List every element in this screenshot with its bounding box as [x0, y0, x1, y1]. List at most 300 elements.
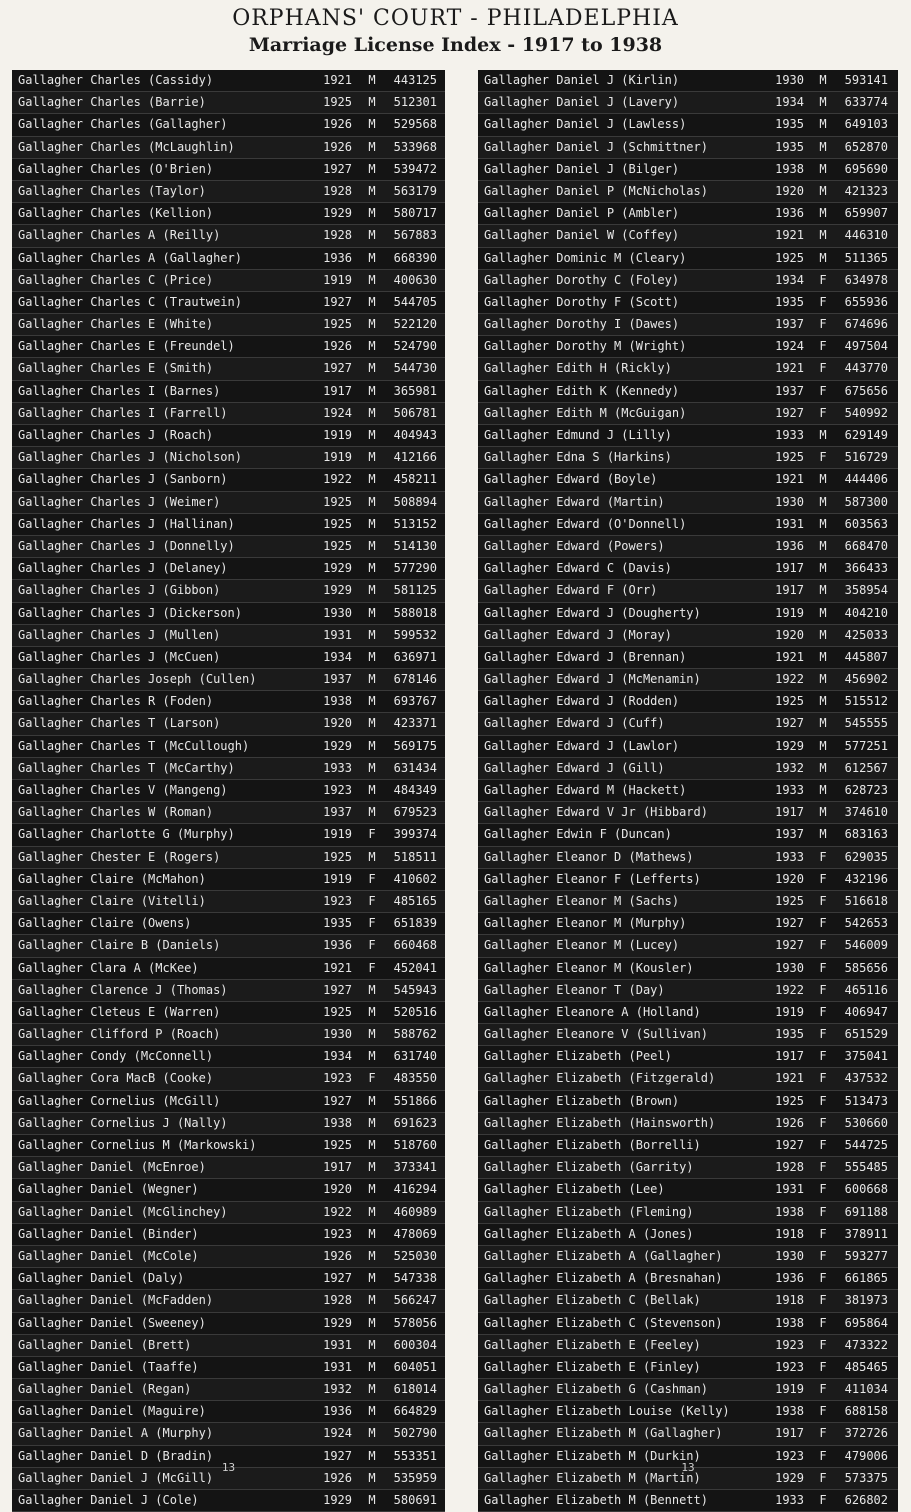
entry-name: Gallagher Edward J (Lawlor): [484, 738, 680, 753]
index-entry-row: [478, 1268, 898, 1290]
entry-license-number: 512301: [393, 95, 437, 110]
entry-name: Gallagher Charles T (Larson): [18, 716, 221, 731]
entry-year: 1917: [775, 805, 804, 820]
index-entry-row: [12, 70, 445, 92]
entry-year: 1921: [775, 472, 804, 487]
entry-name: Gallagher Charles I (Barnes): [18, 383, 221, 398]
entry-year: 1921: [775, 1071, 804, 1086]
entry-year: 1935: [775, 1027, 804, 1042]
entry-sex: M: [368, 1359, 376, 1374]
entry-license-number: 546009: [844, 938, 888, 953]
entry-sex: F: [819, 339, 827, 354]
entry-sex: M: [368, 1448, 376, 1463]
index-entry-row: [12, 469, 445, 491]
entry-license-number: 651839: [393, 916, 437, 931]
entry-license-number: 659907: [844, 206, 888, 221]
entry-year: 1920: [775, 627, 804, 642]
entry-sex: F: [368, 938, 376, 953]
entry-sex: M: [368, 1138, 376, 1152]
entry-sex: M: [819, 760, 827, 775]
entry-year: 1919: [323, 272, 352, 287]
right-rows: [478, 70, 898, 1512]
index-entry-row: [478, 403, 898, 425]
index-entry-row: [478, 492, 898, 514]
entry-sex: F: [819, 1226, 827, 1241]
entry-sex: M: [368, 1027, 376, 1042]
entry-license-number: 533968: [393, 139, 437, 154]
entry-name: Gallagher Edward J (Rodden): [484, 694, 680, 709]
entry-license-number: 563179: [393, 183, 437, 198]
index-entry-row: [12, 802, 445, 824]
entry-year: 1938: [323, 1115, 352, 1130]
entry-year: 1925: [323, 317, 352, 332]
index-entry-row: [12, 292, 445, 314]
entry-sex: M: [819, 672, 827, 687]
index-entry-row: [478, 1335, 898, 1357]
entry-sex: M: [368, 361, 376, 376]
index-entry-row: [12, 647, 445, 669]
entry-sex: F: [819, 1115, 827, 1130]
index-entry-row: [478, 580, 898, 602]
index-entry-row: [12, 625, 445, 647]
entry-name: Gallagher Elizabeth (Peel): [484, 1049, 672, 1064]
entry-year: 1927: [323, 1448, 352, 1463]
entry-license-number: 553351: [393, 1448, 437, 1463]
index-entry-row: [12, 514, 445, 536]
entry-name: Gallagher Daniel P (Ambler): [484, 206, 680, 221]
entry-license-number: 485465: [844, 1359, 888, 1374]
index-entry-row: [478, 1246, 898, 1268]
entry-name: Gallagher Charles J (McCuen): [18, 649, 221, 664]
entry-name: Gallagher Daniel (Daly): [18, 1271, 185, 1286]
entry-year: 1936: [775, 206, 804, 221]
entry-name: Gallagher Daniel J (Kirlin): [484, 73, 680, 87]
entry-license-number: 372726: [844, 1426, 888, 1441]
entry-name: Gallagher Edward (Powers): [484, 538, 665, 553]
entry-name: Gallagher Daniel (Binder): [18, 1226, 199, 1241]
index-entry-row: [12, 314, 445, 336]
entry-year: 1917: [775, 1426, 804, 1441]
entry-sex: F: [368, 827, 376, 842]
entry-license-number: 478069: [393, 1226, 437, 1241]
page-title: ORPHANS' COURT - PHILADELPHIA: [232, 6, 679, 31]
entry-name: Gallagher Eleanore A (Holland): [484, 1004, 701, 1019]
entry-sex: F: [819, 982, 827, 997]
index-entry-row: [12, 1268, 445, 1290]
entry-year: 1927: [775, 1138, 804, 1152]
index-entry-row: [12, 580, 445, 602]
entry-sex: M: [819, 538, 827, 553]
entry-name: Gallagher Edward (O'Donnell): [484, 516, 687, 531]
entry-sex: M: [368, 428, 376, 442]
index-entry-row: [12, 137, 445, 159]
entry-sex: F: [819, 1093, 827, 1108]
entry-license-number: 668390: [393, 250, 437, 265]
entry-sex: F: [819, 1049, 827, 1064]
index-entry-row: [478, 1091, 898, 1113]
entry-sex: M: [819, 183, 827, 198]
entry-license-number: 404943: [393, 428, 437, 442]
entry-name: Gallagher Eleanor M (Lucey): [484, 938, 680, 953]
entry-name: Gallagher Elizabeth M (Martin): [484, 1470, 701, 1485]
entry-name: Gallagher Elizabeth C (Stevenson): [484, 1315, 723, 1330]
entry-name: Gallagher Eleanor D (Mathews): [484, 849, 694, 864]
entry-name: Gallagher Edith K (Kennedy): [484, 383, 680, 398]
entry-year: 1935: [775, 294, 804, 309]
index-entry-row: [12, 1224, 445, 1246]
entry-year: 1934: [323, 649, 352, 664]
index-entry-row: [12, 1401, 445, 1423]
index-entry-row: [478, 270, 898, 292]
entry-year: 1920: [775, 183, 804, 198]
entry-sex: M: [368, 1160, 376, 1175]
entry-sex: M: [819, 516, 827, 531]
entry-license-number: 446310: [844, 228, 888, 243]
entry-name: Gallagher Elizabeth A (Gallagher): [484, 1248, 723, 1263]
entry-name: Gallagher Eleanor M (Murphy): [484, 916, 687, 931]
index-entry-row: [12, 203, 445, 225]
index-entry-row: [478, 669, 898, 691]
entry-license-number: 515512: [844, 694, 888, 709]
entry-license-number: 374610: [844, 805, 888, 820]
entry-year: 1919: [775, 605, 804, 620]
entry-sex: M: [368, 272, 376, 287]
entry-name: Gallagher Charles J (Sanborn): [18, 472, 228, 487]
index-entry-row: [478, 225, 898, 247]
entry-sex: M: [819, 716, 827, 731]
index-entry-row: [478, 913, 898, 935]
entry-name: Gallagher Daniel J (Lawless): [484, 117, 687, 132]
entry-name: Gallagher Daniel (Brett): [18, 1337, 192, 1352]
entry-year: 1920: [775, 871, 804, 886]
index-entry-row: [12, 114, 445, 136]
entry-sex: M: [819, 561, 827, 576]
index-entry-row: [12, 492, 445, 514]
entry-license-number: 458211: [393, 472, 437, 487]
index-entry-row: [12, 758, 445, 780]
entry-year: 1937: [323, 805, 352, 820]
entry-name: Gallagher Clifford P (Roach): [18, 1027, 221, 1042]
entry-sex: F: [368, 893, 376, 908]
entry-year: 1929: [323, 1315, 352, 1330]
index-entry-row: [478, 1024, 898, 1046]
entry-sex: M: [368, 1470, 376, 1485]
entry-year: 1919: [323, 871, 352, 886]
entry-year: 1935: [775, 139, 804, 154]
index-entry-row: [478, 691, 898, 713]
entry-year: 1917: [775, 1049, 804, 1064]
entry-sex: M: [819, 228, 827, 243]
entry-license-number: 460989: [393, 1204, 437, 1219]
entry-sex: M: [368, 1248, 376, 1263]
entry-license-number: 581125: [393, 583, 437, 598]
entry-year: 1926: [323, 1248, 352, 1263]
entry-year: 1924: [323, 405, 352, 420]
entry-license-number: 425033: [844, 627, 888, 642]
index-entry-row: [478, 203, 898, 225]
entry-name: Gallagher Charles (Cassidy): [18, 73, 214, 87]
entry-name: Gallagher Daniel (Maguire): [18, 1404, 206, 1419]
entry-year: 1929: [775, 738, 804, 753]
right-index-column: [478, 70, 898, 1507]
entry-year: 1927: [323, 1093, 352, 1108]
entry-license-number: 406947: [844, 1004, 888, 1019]
entry-sex: M: [368, 117, 376, 132]
entry-sex: M: [368, 649, 376, 664]
entry-sex: M: [819, 161, 827, 176]
entry-year: 1930: [323, 1027, 352, 1042]
entry-license-number: 652870: [844, 139, 888, 154]
entry-sex: M: [819, 649, 827, 664]
entry-name: Gallagher Edwin F (Duncan): [484, 827, 672, 842]
entry-name: Gallagher Claire (McMahon): [18, 871, 206, 886]
entry-year: 1934: [775, 272, 804, 287]
entry-license-number: 524790: [393, 339, 437, 354]
entry-sex: M: [368, 73, 376, 87]
entry-sex: M: [819, 117, 827, 132]
index-entry-row: [478, 514, 898, 536]
index-entry-row: [478, 425, 898, 447]
entry-year: 1919: [775, 1382, 804, 1397]
entry-sex: M: [819, 73, 827, 87]
entry-sex: F: [819, 1293, 827, 1308]
index-entry-row: [12, 1024, 445, 1046]
entry-license-number: 612567: [844, 760, 888, 775]
entry-sex: M: [368, 405, 376, 420]
page-subtitle: Marriage License Index - 1917 to 1938: [248, 34, 663, 56]
entry-name: Gallagher Charles R (Foden): [18, 694, 214, 709]
right-page-number: 13: [681, 1461, 695, 1474]
entry-license-number: 545943: [393, 982, 437, 997]
entry-name: Gallagher Edward C (Davis): [484, 561, 672, 576]
entry-year: 1929: [323, 738, 352, 753]
entry-license-number: 547338: [393, 1271, 437, 1286]
entry-license-number: 544725: [844, 1138, 888, 1152]
entry-name: Gallagher Elizabeth Louise (Kelly): [484, 1404, 730, 1419]
entry-name: Gallagher Daniel P (McNicholas): [484, 183, 708, 198]
entry-license-number: 465116: [844, 982, 888, 997]
entry-license-number: 629035: [844, 849, 888, 864]
entry-sex: M: [368, 694, 376, 709]
entry-sex: F: [819, 1448, 827, 1463]
entry-license-number: 366433: [844, 561, 888, 576]
entry-license-number: 679523: [393, 805, 437, 820]
index-entry-row: [12, 270, 445, 292]
entry-name: Gallagher Charles J (Hallinan): [18, 516, 235, 531]
index-entry-row: [12, 736, 445, 758]
entry-license-number: 518760: [393, 1138, 437, 1152]
entry-license-number: 651529: [844, 1027, 888, 1042]
entry-year: 1923: [775, 1337, 804, 1352]
entry-sex: M: [368, 1493, 376, 1507]
index-entry-row: [12, 381, 445, 403]
entry-sex: F: [368, 916, 376, 931]
entry-license-number: 674696: [844, 317, 888, 332]
entry-year: 1933: [775, 428, 804, 442]
index-entry-row: [478, 1313, 898, 1335]
index-entry-row: [12, 92, 445, 114]
entry-year: 1929: [323, 1493, 352, 1507]
entry-sex: M: [368, 1382, 376, 1397]
entry-sex: M: [368, 339, 376, 354]
entry-sex: M: [819, 605, 827, 620]
entry-name: Gallagher Daniel W (Coffey): [484, 228, 680, 243]
entry-license-number: 522120: [393, 317, 437, 332]
entry-year: 1925: [323, 1004, 352, 1019]
entry-name: Gallagher Daniel A (Murphy): [18, 1426, 214, 1441]
entry-license-number: 587300: [844, 494, 888, 509]
entry-license-number: 479006: [844, 1448, 888, 1463]
entry-year: 1919: [323, 428, 352, 442]
entry-year: 1936: [323, 250, 352, 265]
index-entry-row: [478, 159, 898, 181]
entry-year: 1936: [323, 938, 352, 953]
index-entry-row: [12, 248, 445, 270]
entry-sex: F: [368, 871, 376, 886]
entry-license-number: 412166: [393, 450, 437, 465]
entry-name: Gallagher Charles (O'Brien): [18, 161, 214, 176]
entry-year: 1927: [323, 161, 352, 176]
entry-name: Gallagher Daniel (Taaffe): [18, 1359, 199, 1374]
entry-name: Gallagher Cora MacB (Cooke): [18, 1071, 214, 1086]
entry-name: Gallagher Edward (Martin): [484, 494, 665, 509]
entry-license-number: 404210: [844, 605, 888, 620]
entry-name: Gallagher Elizabeth M (Durkin): [484, 1448, 701, 1463]
index-entry-row: [478, 137, 898, 159]
index-entry-row: [12, 1246, 445, 1268]
entry-sex: F: [819, 960, 827, 975]
entry-license-number: 566247: [393, 1293, 437, 1308]
entry-license-number: 484349: [393, 783, 437, 797]
entry-sex: F: [819, 272, 827, 287]
entry-license-number: 525030: [393, 1248, 437, 1263]
entry-year: 1918: [775, 1226, 804, 1241]
entry-license-number: 373341: [393, 1160, 437, 1175]
entry-sex: F: [819, 1271, 827, 1286]
entry-sex: F: [819, 1315, 827, 1330]
entry-name: Gallagher Condy (McConnell): [18, 1049, 214, 1064]
index-entry-row: [12, 1091, 445, 1113]
entry-name: Gallagher Edward J (Brennan): [484, 649, 687, 664]
entry-license-number: 626802: [844, 1493, 888, 1507]
entry-year: 1925: [323, 1138, 352, 1152]
entry-sex: M: [819, 428, 827, 442]
entry-year: 1929: [323, 206, 352, 221]
entry-license-number: 580691: [393, 1493, 437, 1507]
entry-sex: M: [368, 1404, 376, 1419]
entry-license-number: 508894: [393, 494, 437, 509]
entry-year: 1938: [775, 1404, 804, 1419]
entry-sex: M: [368, 1293, 376, 1308]
index-entry-row: [12, 225, 445, 247]
index-entry-row: [12, 558, 445, 580]
entry-license-number: 483550: [393, 1071, 437, 1086]
entry-year: 1917: [775, 561, 804, 576]
entry-year: 1925: [323, 849, 352, 864]
entry-license-number: 432196: [844, 871, 888, 886]
entry-year: 1921: [775, 649, 804, 664]
entry-year: 1928: [323, 183, 352, 198]
entry-name: Gallagher Elizabeth (Brown): [484, 1093, 680, 1108]
index-entry-row: [478, 381, 898, 403]
entry-sex: F: [819, 1426, 827, 1441]
entry-sex: M: [368, 805, 376, 820]
entry-sex: M: [368, 583, 376, 598]
entry-name: Gallagher Daniel (McGlinchey): [18, 1204, 228, 1219]
entry-license-number: 411034: [844, 1382, 888, 1397]
entry-year: 1922: [775, 672, 804, 687]
index-entry-row: [478, 181, 898, 203]
index-entry-row: [478, 713, 898, 735]
entry-year: 1934: [323, 1049, 352, 1064]
entry-license-number: 513473: [844, 1093, 888, 1108]
entry-license-number: 518511: [393, 849, 437, 864]
entry-license-number: 473322: [844, 1337, 888, 1352]
entry-sex: M: [368, 760, 376, 775]
entry-sex: F: [819, 450, 827, 465]
entry-name: Gallagher Charles J (Donnelly): [18, 538, 235, 553]
entry-sex: F: [819, 1248, 827, 1263]
entry-sex: M: [368, 849, 376, 864]
entry-license-number: 599532: [393, 627, 437, 642]
index-entry-row: [12, 403, 445, 425]
entry-license-number: 695690: [844, 161, 888, 176]
page-header: [0, 0, 911, 66]
entry-year: 1927: [323, 1271, 352, 1286]
entry-name: Gallagher Elizabeth (Borrelli): [484, 1138, 701, 1152]
index-entry-row: [478, 536, 898, 558]
entry-license-number: 540992: [844, 405, 888, 420]
entry-year: 1926: [323, 1470, 352, 1485]
index-entry-row: [478, 802, 898, 824]
entry-sex: M: [368, 1004, 376, 1019]
entry-license-number: 485165: [393, 893, 437, 908]
entry-sex: M: [368, 317, 376, 332]
entry-name: Gallagher Daniel J (McGill): [18, 1470, 214, 1485]
entry-name: Gallagher Elizabeth (Fitzgerald): [484, 1071, 716, 1086]
entry-year: 1933: [775, 1493, 804, 1507]
entry-sex: F: [819, 1204, 827, 1219]
entry-name: Gallagher Daniel J (Cole): [18, 1493, 199, 1507]
entry-year: 1929: [775, 1470, 804, 1485]
index-entry-row: [12, 980, 445, 1002]
entry-license-number: 691188: [844, 1204, 888, 1219]
entry-license-number: 668470: [844, 538, 888, 553]
entry-license-number: 600304: [393, 1337, 437, 1352]
entry-license-number: 628723: [844, 783, 888, 797]
entry-sex: M: [819, 95, 827, 110]
entry-license-number: 551866: [393, 1093, 437, 1108]
entry-sex: M: [368, 250, 376, 265]
entry-license-number: 452041: [393, 960, 437, 975]
entry-license-number: 675656: [844, 383, 888, 398]
entry-name: Gallagher Elizabeth A (Jones): [484, 1226, 694, 1241]
index-entry-row: [12, 847, 445, 869]
index-entry-row: [12, 1135, 445, 1157]
index-entry-row: [12, 691, 445, 713]
entry-sex: F: [819, 1071, 827, 1086]
entry-year: 1926: [775, 1115, 804, 1130]
entry-sex: F: [819, 361, 827, 376]
index-entry-row: [478, 1202, 898, 1224]
entry-year: 1923: [323, 893, 352, 908]
index-entry-row: [12, 181, 445, 203]
entry-year: 1921: [323, 73, 352, 87]
entry-name: Gallagher Elizabeth E (Feeley): [484, 1337, 701, 1352]
entry-license-number: 585656: [844, 960, 888, 975]
index-entry-row: [478, 758, 898, 780]
entry-name: Gallagher Elizabeth (Lee): [484, 1182, 665, 1197]
